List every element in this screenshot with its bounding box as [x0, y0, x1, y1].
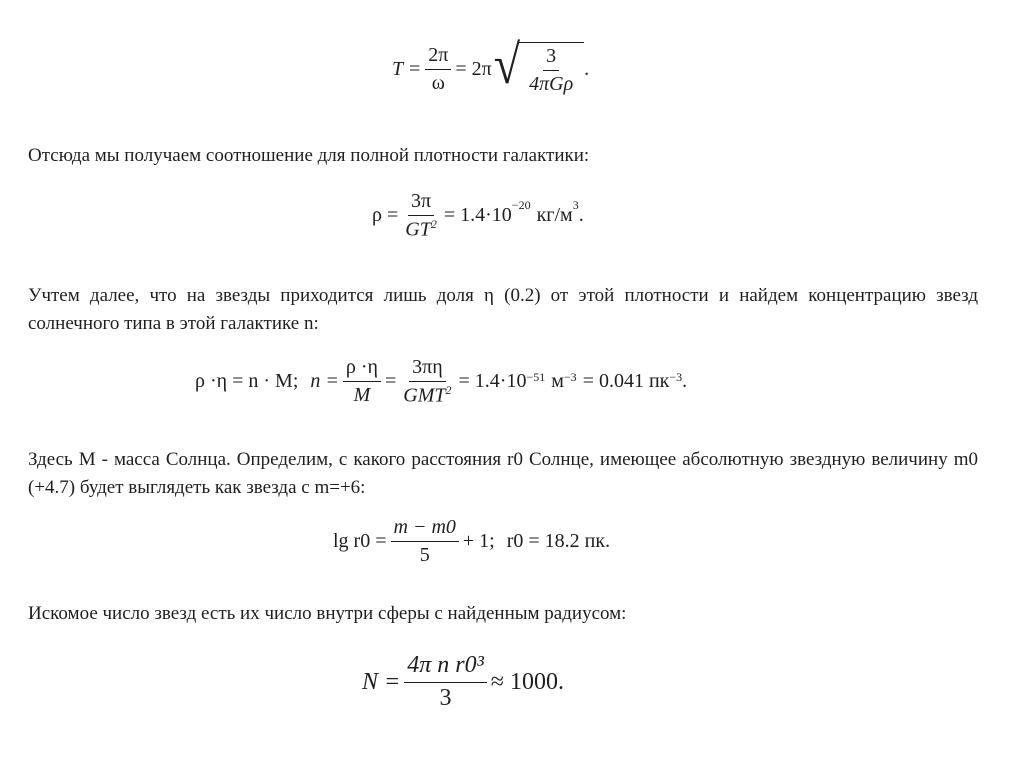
sqrt-icon: √ — [493, 34, 521, 96]
paragraph-star-fraction: Учтем далее, что на звезды приходится лишь доля η (0.2) от этой плотности и найдем концентрацию звезд солнечного типа в этой галактике n: — [28, 285, 978, 334]
eq1-sqrt-fraction — [526, 45, 576, 96]
equation-density: ρ = $\frac{3\pi}{GT^2}$ = 1.4·10 $^{-20}$ кг/м $^3$ . — [372, 190, 584, 241]
eq4-frac-den: 5 — [419, 544, 430, 566]
eq3-unit1-exp: −3 — [563, 370, 577, 384]
eq3-unit1: м — [551, 370, 564, 393]
paragraph-distance-intro: Здесь M - масса Солнца. Определим, с какого расстояния r0 Солнце, имеющее абсолютную звездную величину m0 (+4.7) будет выглядеть как звезда с m=+6: — [28, 449, 978, 498]
eq2-frac-num: 3π — [408, 190, 434, 216]
eq1-mid: = 2π — [455, 57, 492, 80]
eq1-fraction — [425, 44, 451, 95]
eq4-frac-num: m − m0 — [391, 516, 459, 542]
eq3-frac2-num: 3πη — [409, 356, 446, 382]
paragraph-sphere: Искомое число звезд есть их число внутри сферы с найденным радиусом: — [28, 603, 627, 624]
eq4-rest: + 1; — [462, 530, 495, 552]
eq5-frac-den: 3 — [439, 684, 452, 711]
eq5-fraction — [404, 652, 487, 712]
equation-concentration: ρ ·η = n · M; n = $\frac{\rho \cdot\eta}{M}$ = $\frac{3\pi\eta}{GMT^2}$ = 1.4·10 $^{-51}$ м $^{-3}$ = 0.041 пк $^{-3}$ . — [195, 356, 688, 407]
eq3-unit2-exp: −3 — [669, 370, 683, 384]
eq5-frac-num: 4π n r0³ — [404, 652, 487, 683]
eq2-unit: кг/м — [536, 204, 573, 227]
eq4-r0: r0 = 18.2 пк. — [506, 530, 611, 552]
eq2-frac-den: $GT^2$ — [405, 217, 437, 241]
eq4-fraction — [391, 516, 459, 567]
eq5-rest: ≈ 1000. — [490, 668, 564, 695]
eq4-lhs: lg r0 = — [333, 530, 387, 552]
equation-period — [392, 34, 590, 96]
eq1-frac-num: 2π — [425, 44, 451, 70]
eq1-lhs: T = — [392, 57, 422, 80]
eq3-fraction1 — [343, 356, 381, 407]
equation-star-count — [362, 652, 564, 712]
eq3-fraction2 — [400, 356, 454, 408]
eq1-sqrt-den: 4πGρ — [529, 73, 574, 95]
eq3-part1: ρ ·η = n · M; — [195, 370, 299, 393]
eq3-frac2-den: GMT$^2$ — [403, 383, 452, 407]
eq2-unit-exp: 3 — [572, 198, 579, 212]
eq1-end: . — [584, 57, 590, 80]
eq1-sqrt — [493, 34, 584, 96]
eq2-exp: −20 — [511, 198, 531, 212]
eq3-value: = 1.4·10 — [458, 370, 527, 393]
eq3-frac1-num: ρ ·η — [343, 356, 381, 382]
eq5-lhs: N = — [362, 668, 401, 695]
eq3-frac1-den: M — [353, 384, 371, 407]
eq2-lhs: ρ = — [372, 204, 399, 227]
eq1-sqrt-num: 3 — [543, 45, 559, 71]
eq2-value: = 1.4·10 — [443, 204, 512, 227]
eq1-frac-den: ω — [431, 71, 445, 94]
eq3-exp: −51 — [526, 370, 546, 384]
eq3-eq: = — [385, 370, 397, 393]
equation-distance — [333, 516, 610, 567]
paragraph-density-intro: Отсюда мы получаем соотношение для полной плотности галактики: — [28, 145, 590, 166]
eq2-fraction — [402, 190, 440, 242]
eq3-n: n = — [310, 370, 339, 393]
eq3-value2: = 0.041 пк — [582, 370, 670, 393]
